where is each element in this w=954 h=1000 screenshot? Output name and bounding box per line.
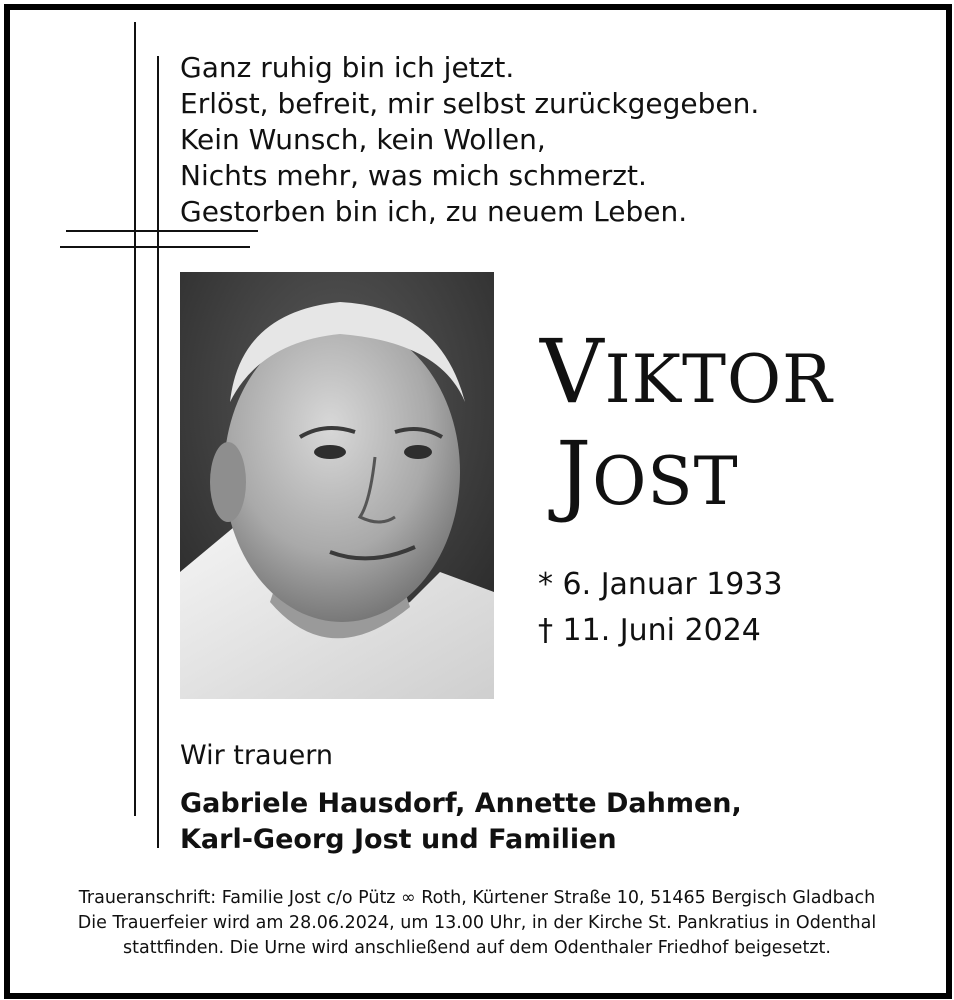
- portrait-photo: [180, 272, 494, 699]
- mourning-label: Wir trauern: [180, 740, 333, 771]
- mourners-line: Gabriele Hausdorf, Annette Dahmen,: [180, 788, 742, 819]
- death-date: † 11. Juni 2024: [538, 613, 761, 648]
- cross-vertical-line-right: [157, 56, 159, 848]
- cross-horizontal-line-top: [66, 230, 258, 232]
- mourners-line: Karl-Georg Jost und Familien: [180, 824, 617, 855]
- poem-line: Erlöst, befreit, mir selbst zurückgegeben.: [180, 87, 760, 120]
- deceased-first-name: [540, 322, 833, 430]
- life-dates: [538, 562, 783, 654]
- deceased-last-name: [556, 424, 739, 532]
- ceremony-line: Die Trauerfeier wird am 28.06.2024, um 13.00 Uhr, in der Kirche St. Pankratius in Odenthal: [77, 913, 877, 933]
- last-name-initial: J: [556, 422, 593, 525]
- mourning-address: Traueranschrift: Familie Jost c/o Pütz ∞ Roth, Kürtener Straße 10, 51465 Bergisch Gladbach: [78, 888, 876, 908]
- birth-date: * 6. Januar 1933: [538, 567, 783, 602]
- mourners-list: [180, 786, 742, 858]
- ceremony-line: stattfinden. Die Urne wird anschließend auf dem Odenthaler Friedhof beigesetzt.: [123, 938, 831, 958]
- first-name-initial: V: [540, 320, 605, 423]
- poem-line: Kein Wunsch, kein Wollen,: [180, 123, 546, 156]
- poem-line: Gestorben bin ich, zu neuem Leben.: [180, 195, 688, 228]
- cross-horizontal-line-bottom: [60, 246, 250, 248]
- last-name-rest: OST: [592, 443, 739, 520]
- cross-vertical-line-left: [134, 22, 136, 816]
- first-name-rest: IKTOR: [604, 341, 833, 418]
- poem-line: Ganz ruhig bin ich jetzt.: [180, 51, 515, 84]
- poem: [180, 50, 759, 230]
- portrait-photo-drawing: [180, 272, 494, 699]
- poem-line: Nichts mehr, was mich schmerzt.: [180, 159, 647, 192]
- footer-info: [20, 886, 934, 961]
